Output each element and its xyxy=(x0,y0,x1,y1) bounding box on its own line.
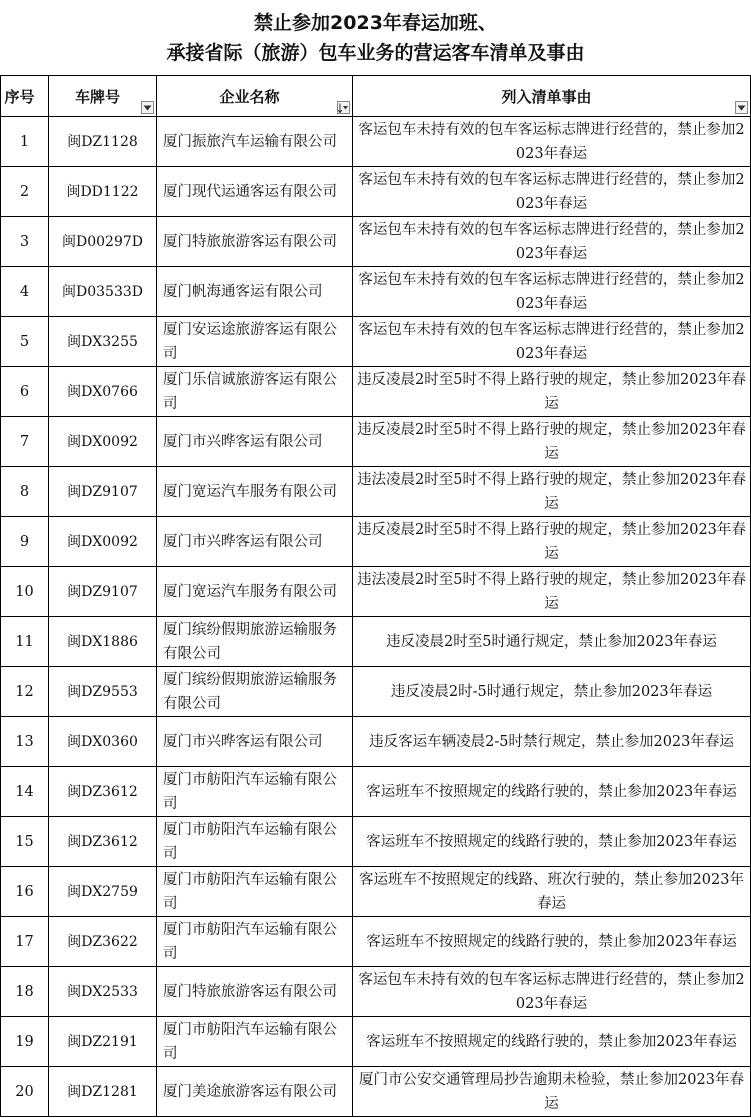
listing-reason: 客运包车未持有效的包车客运标志牌进行经营的，禁止参加2023年春运 xyxy=(353,317,751,367)
header-company xyxy=(157,76,353,117)
plate-number: 闽DZ9107 xyxy=(49,467,157,517)
row-number: 9 xyxy=(1,517,49,567)
company-name: 厦门市舫阳汽车运输有限公司 xyxy=(157,917,353,967)
header-num xyxy=(1,76,49,117)
plate-number: 闽DX2759 xyxy=(49,867,157,917)
listing-reason: 违反凌晨2时-5时通行规定，禁止参加2023年春运 xyxy=(353,667,751,717)
company-name: 厦门市兴晔客运有限公司 xyxy=(157,717,353,767)
company-name: 厦门市舫阳汽车运输有限公司 xyxy=(157,767,353,817)
listing-reason: 客运包车未持有效的包车客运标志牌进行经营的，禁止参加2023年春运 xyxy=(353,217,751,267)
sort-filter-icon[interactable] xyxy=(337,101,350,114)
table-row xyxy=(1,467,751,517)
row-number: 5 xyxy=(1,317,49,367)
row-number: 14 xyxy=(1,767,49,817)
company-name: 厦门帆海通客运有限公司 xyxy=(157,267,353,317)
row-number: 20 xyxy=(1,1067,49,1117)
row-number: 4 xyxy=(1,267,49,317)
company-name: 厦门乐信诚旅游客运有限公司 xyxy=(157,367,353,417)
row-number: 7 xyxy=(1,417,49,467)
listing-reason: 厦门市公安交通管理局抄告逾期未检验，禁止参加2023年春运 xyxy=(353,1067,751,1117)
filter-dropdown-icon[interactable] xyxy=(141,101,154,114)
header-reason xyxy=(353,76,751,117)
company-name: 厦门市兴晔客运有限公司 xyxy=(157,517,353,567)
row-number: 1 xyxy=(1,117,49,167)
plate-number: 闽DX0360 xyxy=(49,717,157,767)
row-number: 10 xyxy=(1,567,49,617)
plate-number: 闽DZ3612 xyxy=(49,817,157,867)
header-row xyxy=(1,76,751,117)
row-number: 13 xyxy=(1,717,49,767)
row-number: 16 xyxy=(1,867,49,917)
row-number: 6 xyxy=(1,367,49,417)
header-reason-label: 列入清单事由 xyxy=(501,87,592,106)
listing-reason: 客运班车不按照规定的线路行驶的，禁止参加2023年春运 xyxy=(353,917,751,967)
plate-number: 闽DX1886 xyxy=(49,617,157,667)
row-number: 17 xyxy=(1,917,49,967)
company-name: 厦门缤纷假期旅游运输服务有限公司 xyxy=(157,667,353,717)
row-number: 15 xyxy=(1,817,49,867)
company-name: 厦门市舫阳汽车运输有限公司 xyxy=(157,1017,353,1067)
company-name: 厦门宽运汽车服务有限公司 xyxy=(157,467,353,517)
table-row xyxy=(1,717,751,767)
table-row xyxy=(1,317,751,367)
listing-reason: 客运包车未持有效的包车客运标志牌进行经营的，禁止参加2023年春运 xyxy=(353,167,751,217)
plate-number: 闽DX3255 xyxy=(49,317,157,367)
plate-number: 闽D03533D xyxy=(49,267,157,317)
plate-number: 闽DX0092 xyxy=(49,417,157,467)
listing-reason: 客运班车不按照规定的线路行驶的，禁止参加2023年春运 xyxy=(353,767,751,817)
listing-reason: 客运班车不按照规定的线路行驶的，禁止参加2023年春运 xyxy=(353,1017,751,1067)
table-row xyxy=(1,767,751,817)
listing-reason: 违反凌晨2时至5时通行规定，禁止参加2023年春运 xyxy=(353,617,751,667)
listing-reason: 违反凌晨2时至5时不得上路行驶的规定，禁止参加2023年春运 xyxy=(353,517,751,567)
company-name: 厦门安运途旅游客运有限公司 xyxy=(157,317,353,367)
plate-number: 闽D00297D xyxy=(49,217,157,267)
plate-number: 闽DX0766 xyxy=(49,367,157,417)
table-row xyxy=(1,917,751,967)
listing-reason: 客运班车不按照规定的线路行驶的，禁止参加2023年春运 xyxy=(353,817,751,867)
table-row xyxy=(1,117,751,167)
listing-reason: 违反凌晨2时至5时不得上路行驶的规定，禁止参加2023年春运 xyxy=(353,417,751,467)
listing-reason: 违反客运车辆凌晨2-5时禁行规定，禁止参加2023年春运 xyxy=(353,717,751,767)
table-row xyxy=(1,1017,751,1067)
row-number: 19 xyxy=(1,1017,49,1067)
plate-number: 闽DX2533 xyxy=(49,967,157,1017)
plate-number: 闽DD1122 xyxy=(49,167,157,217)
table-row xyxy=(1,617,751,667)
document-title xyxy=(0,0,751,75)
filter-dropdown-icon[interactable] xyxy=(735,101,748,114)
header-num-label: 序号 xyxy=(4,87,35,106)
company-name: 厦门市兴晔客运有限公司 xyxy=(157,417,353,467)
plate-number: 闽DX0092 xyxy=(49,517,157,567)
table-row xyxy=(1,1067,751,1117)
header-company-label: 企业名称 xyxy=(219,87,280,106)
table-row xyxy=(1,367,751,417)
listing-reason: 客运包车未持有效的包车客运标志牌进行经营的，禁止参加2023年春运 xyxy=(353,267,751,317)
table-row xyxy=(1,967,751,1017)
row-number: 18 xyxy=(1,967,49,1017)
company-name: 厦门现代运通客运有限公司 xyxy=(157,167,353,217)
table-row xyxy=(1,867,751,917)
table-body xyxy=(1,117,751,1117)
title-line-2: 承接省际（旅游）包车业务的营运客车清单及事由 xyxy=(166,41,585,64)
listing-reason: 违反凌晨2时至5时不得上路行驶的规定，禁止参加2023年春运 xyxy=(353,367,751,417)
listing-reason: 违法凌晨2时至5时不得上路行驶的规定，禁止参加2023年春运 xyxy=(353,567,751,617)
listing-reason: 客运包车未持有效的包车客运标志牌进行经营的，禁止参加2023年春运 xyxy=(353,117,751,167)
title-line-1: 禁止参加2023年春运加班、 xyxy=(254,11,497,34)
row-number: 2 xyxy=(1,167,49,217)
company-name: 厦门宽运汽车服务有限公司 xyxy=(157,567,353,617)
plate-number: 闽DZ3622 xyxy=(49,917,157,967)
company-name: 厦门美途旅游客运有限公司 xyxy=(157,1067,353,1117)
table-row xyxy=(1,417,751,467)
company-name: 厦门缤纷假期旅游运输服务有限公司 xyxy=(157,617,353,667)
header-plate-label: 车牌号 xyxy=(74,87,120,106)
company-name: 厦门振旅汽车运输有限公司 xyxy=(157,117,353,167)
table-row xyxy=(1,667,751,717)
plate-number: 闽DZ2191 xyxy=(49,1017,157,1067)
table-row xyxy=(1,167,751,217)
row-number: 12 xyxy=(1,667,49,717)
plate-number: 闽DZ9107 xyxy=(49,567,157,617)
plate-number: 闽DZ9553 xyxy=(49,667,157,717)
company-name: 厦门特旅旅游客运有限公司 xyxy=(157,967,353,1017)
table-row xyxy=(1,517,751,567)
listing-reason: 客运班车不按照规定的线路、班次行驶的，禁止参加2023年春运 xyxy=(353,867,751,917)
plate-number: 闽DZ3612 xyxy=(49,767,157,817)
table-row xyxy=(1,567,751,617)
table-row xyxy=(1,817,751,867)
vehicle-list-table xyxy=(0,75,751,1117)
company-name: 厦门特旅旅游客运有限公司 xyxy=(157,217,353,267)
table-row xyxy=(1,267,751,317)
plate-number: 闽DZ1128 xyxy=(49,117,157,167)
table-row xyxy=(1,217,751,267)
row-number: 11 xyxy=(1,617,49,667)
header-plate xyxy=(49,76,157,117)
row-number: 3 xyxy=(1,217,49,267)
listing-reason: 客运包车未持有效的包车客运标志牌进行经营的，禁止参加2023年春运 xyxy=(353,967,751,1017)
company-name: 厦门市舫阳汽车运输有限公司 xyxy=(157,867,353,917)
row-number: 8 xyxy=(1,467,49,517)
listing-reason: 违法凌晨2时至5时不得上路行驶的规定，禁止参加2023年春运 xyxy=(353,467,751,517)
plate-number: 闽DZ1281 xyxy=(49,1067,157,1117)
company-name: 厦门市舫阳汽车运输有限公司 xyxy=(157,817,353,867)
